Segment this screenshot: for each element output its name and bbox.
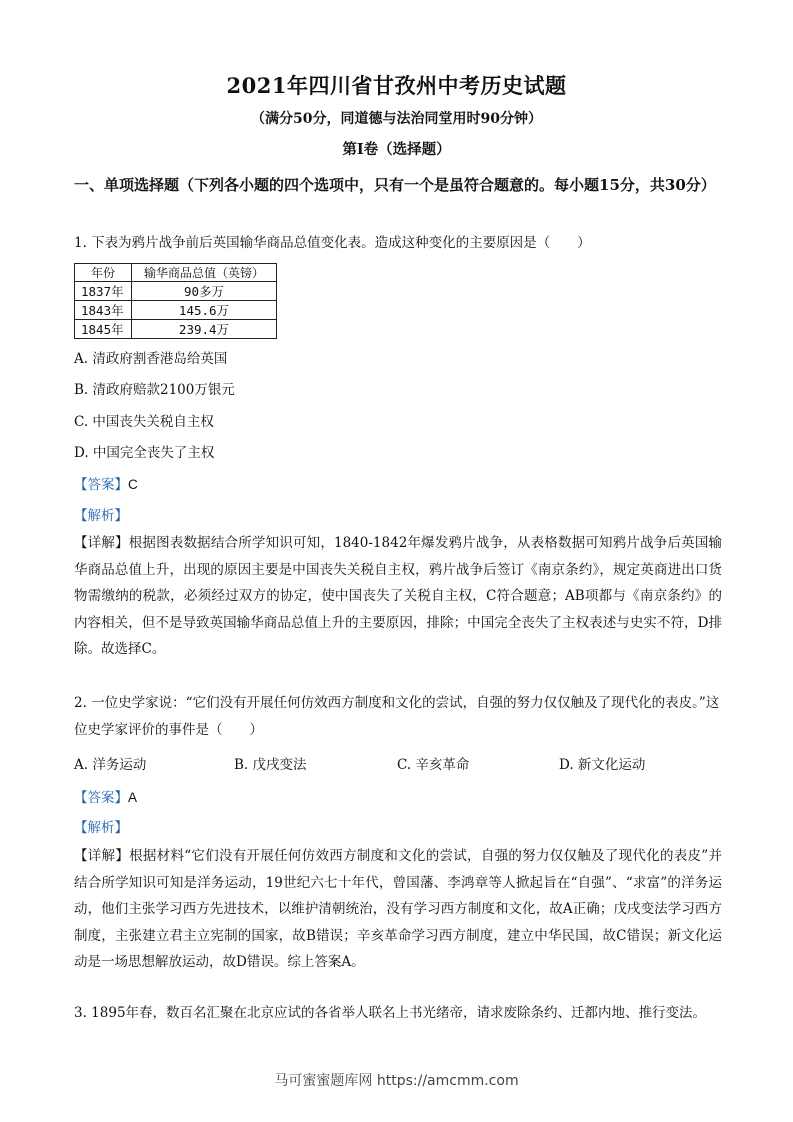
question-2-option-a: A. 洋务运动 [74, 757, 147, 773]
question-2-option-d: D. 新文化运动 [559, 757, 646, 773]
table-cell-value: 90多万 [132, 282, 277, 301]
question-2-answer [74, 786, 137, 806]
page-title: 2021年四川省甘孜州中考历史试题 [226, 73, 567, 98]
table-cell-year: 1843年 [75, 301, 132, 320]
table-row [75, 320, 277, 339]
answer-label: 【答案】 [74, 790, 128, 806]
exam-subtitle: （满分50分，同道德与法治同堂用时90分钟） [251, 111, 542, 127]
table-cell-value: 239.4万 [132, 320, 277, 339]
answer-value: C [128, 477, 138, 492]
question-2-options [74, 753, 722, 775]
table-header-row [75, 264, 277, 282]
table-header-value: 输华商品总值（英镑） [132, 264, 277, 282]
table-cell-year: 1837年 [75, 282, 132, 301]
footer-watermark: 马可蜜蜜题库网 https://amcmm.com [274, 1073, 519, 1089]
export-value-table [74, 263, 277, 339]
question-1-option-c: C. 中国丧失关税自主权 [74, 414, 214, 430]
part-heading: 第Ⅰ卷（选择题） [342, 141, 451, 158]
question-1-analysis-label: 【解析】 [74, 508, 128, 524]
question-1-detail [74, 530, 722, 663]
section-heading: 一、单项选择题（下列各小题的四个选项中，只有一个是虽符合题意的。每小题15分，共30分） [74, 176, 716, 194]
question-1-answer [74, 473, 138, 493]
question-2-detail [74, 843, 722, 976]
question-1-option-a: A. 清政府割香港岛给英国 [74, 351, 228, 367]
detail-label: 【详解】 [74, 848, 130, 864]
question-1-option-d: D. 中国完全丧失了主权 [74, 445, 215, 461]
question-2-stem: 2. 一位史学家说：“它们没有开展任何仿效西方制度和文化的尝试，自强的努力仅仅触及了现代化的表皮。”这位史学家评价的事件是（ ） [74, 695, 720, 738]
table-row [75, 282, 277, 301]
detail-text: 根据图表数据结合所学知识可知，1840-1842年爆发鸦片战争，从表格数据可知鸦片战争后英国输华商品总值上升，出现的原因主要是中国丧失关税自主权，鸦片战争后签订《南京条约》，规定英商进出口货物需缴纳的税款，必须经过双方的协定，使中国丧失了关税自主权，C符合题意；AB项都与《南京条约》的内容相关，但不是导致英国输华商品总值上升的主要原因，排除；中国完全丧失了主权表述与史实不符，D排除。故选择C。 [74, 535, 723, 657]
table-header-year: 年份 [75, 264, 132, 282]
detail-text: 根据材料“它们没有开展任何仿效西方制度和文化的尝试，自强的努力仅仅触及了现代化的表皮”并结合所学知识可知是洋务运动，19世纪六七十年代，曾国藩、李鸿章等人掀起旨在“自强”、“求富”的洋务运动，他们主张学习西方先进技术，以维护清朝统治，没有学习西方制度和文化，故A正确；戊戌变法学习西方制度，主张建立君主立宪制的国家，故B错误；辛亥革命学习西方制度，建立中华民国，故C错误；新文化运动是一场思想解放运动，故D错误。综上答案A。 [74, 848, 722, 970]
answer-label: 【答案】 [74, 477, 128, 493]
table-cell-value: 145.6万 [132, 301, 277, 320]
question-2-option-b: B. 戊戌变法 [234, 757, 307, 773]
question-2-analysis-label: 【解析】 [74, 820, 128, 836]
answer-value: A [128, 790, 138, 805]
question-3-stem: 3. 1895年春，数百名汇聚在北京应试的各省举人联名上书光绪帝，请求废除条约、迁都内地、推行变法。 [74, 1005, 707, 1021]
question-1-stem: 1. 下表为鸦片战争前后英国输华商品总值变化表。造成这种变化的主要原因是（ ） [74, 235, 591, 251]
table-row [75, 301, 277, 320]
question-2-option-c: C. 辛亥革命 [397, 757, 470, 773]
question-1-option-b: B. 清政府赔款2100万银元 [74, 382, 235, 398]
detail-label: 【详解】 [74, 535, 129, 551]
table-cell-year: 1845年 [75, 320, 132, 339]
